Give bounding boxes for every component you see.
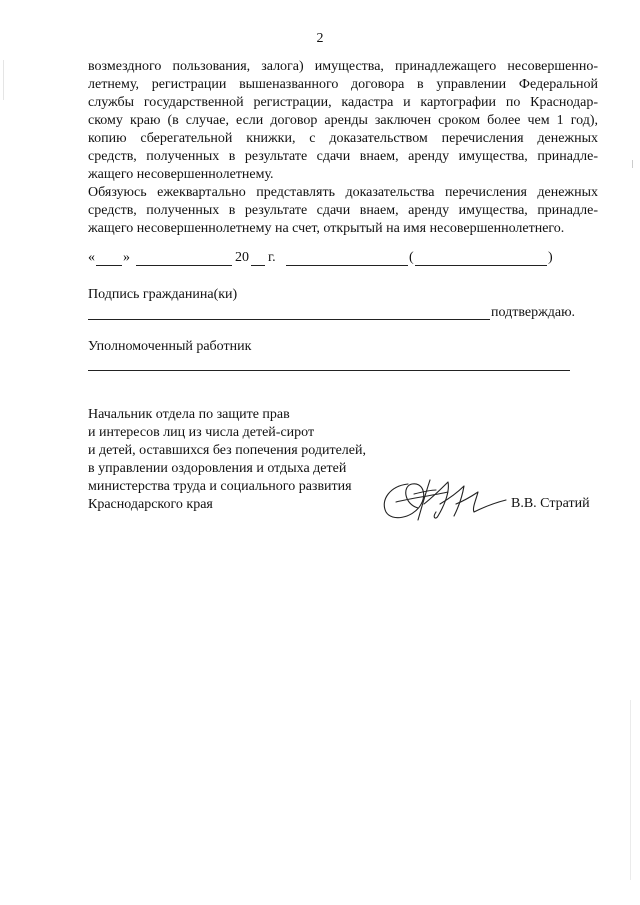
paragraph-line: возмездного пользования, залога) имущества, принадлежащего несовершенно- bbox=[88, 59, 598, 74]
paragraph-line: средств, полученных в результате сдачи внаем, аренду имущества, принадле- bbox=[88, 149, 598, 164]
year-prefix: 20 bbox=[235, 250, 249, 265]
paragraph-line: жащего несовершеннолетнему. bbox=[88, 167, 274, 182]
confirm-label: подтверждаю. bbox=[491, 305, 576, 320]
paragraph-line: летнему, регистрации вышеназванного договора в управлении Федеральной bbox=[88, 77, 598, 92]
signature-blank bbox=[286, 265, 408, 266]
open-quote: « bbox=[88, 250, 95, 265]
paragraph-line: скому краю (в случае, если договор аренды заключен сроком более чем 1 год), bbox=[88, 113, 598, 128]
paragraph-line: копию сберегательной книжки, с доказательством перечисления денежных bbox=[88, 131, 598, 146]
paragraph-obligation bbox=[88, 184, 598, 238]
scan-artifact bbox=[632, 160, 633, 168]
citizen-signature-label: Подпись гражданина(ки) bbox=[88, 287, 238, 302]
signatory-title-line: Краснодарского края bbox=[88, 497, 213, 512]
page-number: 2 bbox=[316, 31, 324, 46]
month-blank bbox=[136, 265, 232, 266]
paragraph-line: жащего несовершеннолетнему на счет, открытый на имя несовершеннолетнего. bbox=[88, 221, 565, 236]
close-quote: » bbox=[123, 250, 130, 265]
paragraph-line: службы государственной регистрации, кадастра и картографии по Краснодар- bbox=[88, 95, 598, 110]
signatory-title-line: Начальник отдела по защите прав bbox=[88, 407, 290, 422]
name-blank bbox=[415, 265, 547, 266]
paragraph-line: средств, полученных в результате сдачи внаем, аренду имущества, принадле- bbox=[88, 203, 598, 218]
paragraph-line: Обязуюсь ежеквартально представлять доказательства перечисления денежных bbox=[88, 185, 598, 200]
signatory-title-line: и интересов лиц из числа детей-сирот bbox=[88, 425, 315, 440]
signatory-name: В.В. Стратий bbox=[511, 496, 590, 511]
year-blank bbox=[251, 265, 265, 266]
handwritten-signature bbox=[378, 474, 513, 524]
signatory-title-line: и детей, оставшихся без попечения родителей, bbox=[88, 443, 366, 458]
paren-open: ( bbox=[409, 250, 414, 265]
signatory-title-line: в управлении оздоровления и отдыха детей bbox=[88, 461, 347, 476]
signatory-title-line: министерства труда и социального развития bbox=[88, 479, 352, 494]
citizen-signature-line bbox=[88, 319, 490, 320]
day-blank bbox=[96, 265, 122, 266]
paragraph-copy-documents bbox=[88, 58, 598, 184]
authorized-worker-label: Уполномоченный работник bbox=[88, 339, 252, 354]
scan-artifact bbox=[3, 60, 4, 100]
authorized-worker-line bbox=[88, 370, 570, 371]
scan-artifact bbox=[630, 700, 631, 880]
paren-close: ) bbox=[548, 250, 553, 265]
year-suffix: г. bbox=[268, 250, 276, 265]
